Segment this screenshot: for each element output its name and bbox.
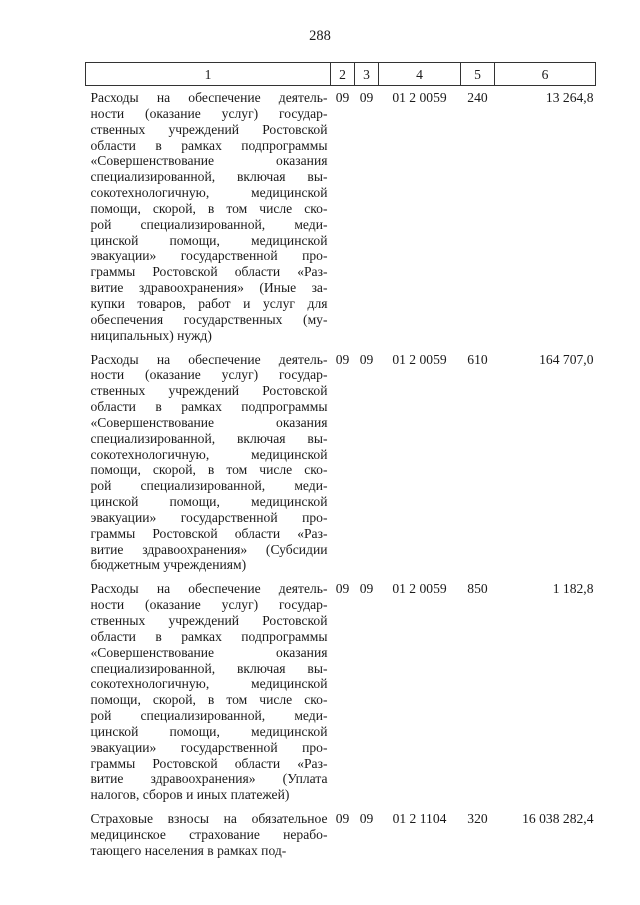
table-row [86, 811, 596, 867]
description-line: эвакуации» государственной про- [90, 248, 328, 264]
row-description [86, 581, 331, 811]
row-section: 09 [335, 351, 350, 367]
row-target-article: 01 2 0059 [392, 581, 447, 597]
description-line: Расходы на обеспечение деятель- [90, 581, 328, 597]
row-amount: 1 182,8 [552, 581, 594, 597]
description-line: сокотехнологичную, медицинской [90, 446, 328, 462]
description-line: эвакуации» государственной про- [90, 509, 328, 525]
description-line: медицинское страхование нерабо- [90, 826, 328, 842]
description-line: сокотехнологичную, медицинской [90, 676, 328, 692]
description-line: эвакуации» государственной про- [90, 739, 328, 755]
page-number: 288 [309, 28, 331, 44]
description-line: области в рамках подпрограммы [90, 628, 328, 644]
header-row [86, 63, 596, 86]
row-section: 09 [335, 811, 350, 827]
description-line: витие здравоохранения» (Уплата [90, 771, 328, 787]
table-row [86, 86, 596, 352]
description-line: помощи, скорой, в том числе ско- [90, 200, 328, 216]
description-line: тающего населения в рамках под- [90, 842, 287, 858]
description-line: ности (оказание услуг) государ- [90, 105, 328, 121]
description-line: граммы Ростовской области «Раз- [90, 755, 328, 771]
row-target-article: 01 2 0059 [392, 90, 447, 105]
description-line: граммы Ростовской области «Раз- [90, 264, 328, 280]
description-line: специализированной, включая вы- [90, 430, 328, 446]
description-line: цинской помощи, медицинской [90, 723, 328, 739]
row-description [86, 86, 331, 352]
table-row [86, 352, 596, 582]
description-line: помощи, скорой, в том числе ско- [90, 692, 328, 708]
row-subsection: 09 [359, 581, 374, 597]
row-description [86, 811, 331, 867]
row-section: 09 [335, 90, 350, 105]
description-line: Страховые взносы на обязательное [90, 811, 328, 827]
description-line: области в рамках подпрограммы [90, 399, 328, 415]
budget-table [85, 62, 596, 867]
row-subsection: 09 [359, 811, 374, 827]
description-line: рой специализированной, меди- [90, 708, 328, 724]
table-row [86, 581, 596, 811]
table-body [86, 86, 596, 867]
row-target-article: 01 2 1104 [392, 811, 447, 827]
description-line: ственных учреждений Ростовской [90, 613, 328, 628]
description-line: «Совершенствование оказания [90, 644, 328, 660]
row-expense-type: 610 [467, 351, 488, 367]
description-line: помощи, скорой, в том числе ско- [90, 462, 328, 478]
description-line: ственных учреждений Ростовской [90, 121, 328, 137]
description-line: налогов, сборов и иных платежей) [90, 787, 290, 803]
description-line: купки товаров, работ и услуг для [90, 295, 328, 311]
description-line: Расходы на обеспечение деятель- [90, 90, 328, 105]
row-target-article: 01 2 0059 [392, 351, 447, 367]
header-col-6: 6 [495, 63, 596, 86]
description-line: ниципальных) нужд) [90, 327, 212, 343]
row-expense-type: 850 [467, 581, 488, 597]
header-col-1: 1 [86, 63, 331, 86]
description-line: ности (оказание услуг) государ- [90, 597, 328, 613]
description-line: граммы Ростовской области «Раз- [90, 525, 328, 541]
row-description [86, 352, 331, 582]
description-line: области в рамках подпрограммы [90, 137, 328, 153]
description-line: цинской помощи, медицинской [90, 232, 328, 248]
description-line: обеспечения государственных (му- [90, 311, 328, 327]
header-col-2: 2 [331, 63, 355, 86]
row-expense-type: 240 [467, 90, 488, 105]
description-line: «Совершенствование оказания [90, 414, 328, 430]
row-amount: 13 264,8 [545, 90, 594, 105]
table-header [86, 63, 596, 86]
description-line: бюджетным учреждениям) [90, 557, 247, 573]
row-subsection: 09 [359, 90, 374, 105]
description-line: Расходы на обеспечение деятель- [90, 351, 328, 367]
header-col-5: 5 [461, 63, 495, 86]
description-line: специализированной, включая вы- [90, 169, 328, 185]
description-line: рой специализированной, меди- [90, 478, 328, 494]
description-line: специализированной, включая вы- [90, 660, 328, 676]
description-line: витие здравоохранения» (Иные за- [90, 280, 328, 296]
description-line: витие здравоохранения» (Субсидии [90, 541, 328, 557]
header-col-3: 3 [355, 63, 379, 86]
description-line: сокотехнологичную, медицинской [90, 185, 328, 201]
description-line: цинской помощи, медицинской [90, 494, 328, 510]
row-subsection: 09 [359, 351, 374, 367]
description-line: ности (оказание услуг) государ- [90, 367, 328, 383]
row-amount: 164 707,0 [539, 351, 594, 367]
description-line: ственных учреждений Ростовской [90, 383, 328, 399]
description-line: рой специализированной, меди- [90, 216, 328, 232]
header-col-4: 4 [379, 63, 461, 86]
row-section: 09 [335, 581, 350, 597]
row-amount: 16 038 282,4 [522, 811, 594, 827]
row-expense-type: 320 [467, 811, 488, 827]
description-line: «Совершенствование оказания [90, 153, 328, 169]
